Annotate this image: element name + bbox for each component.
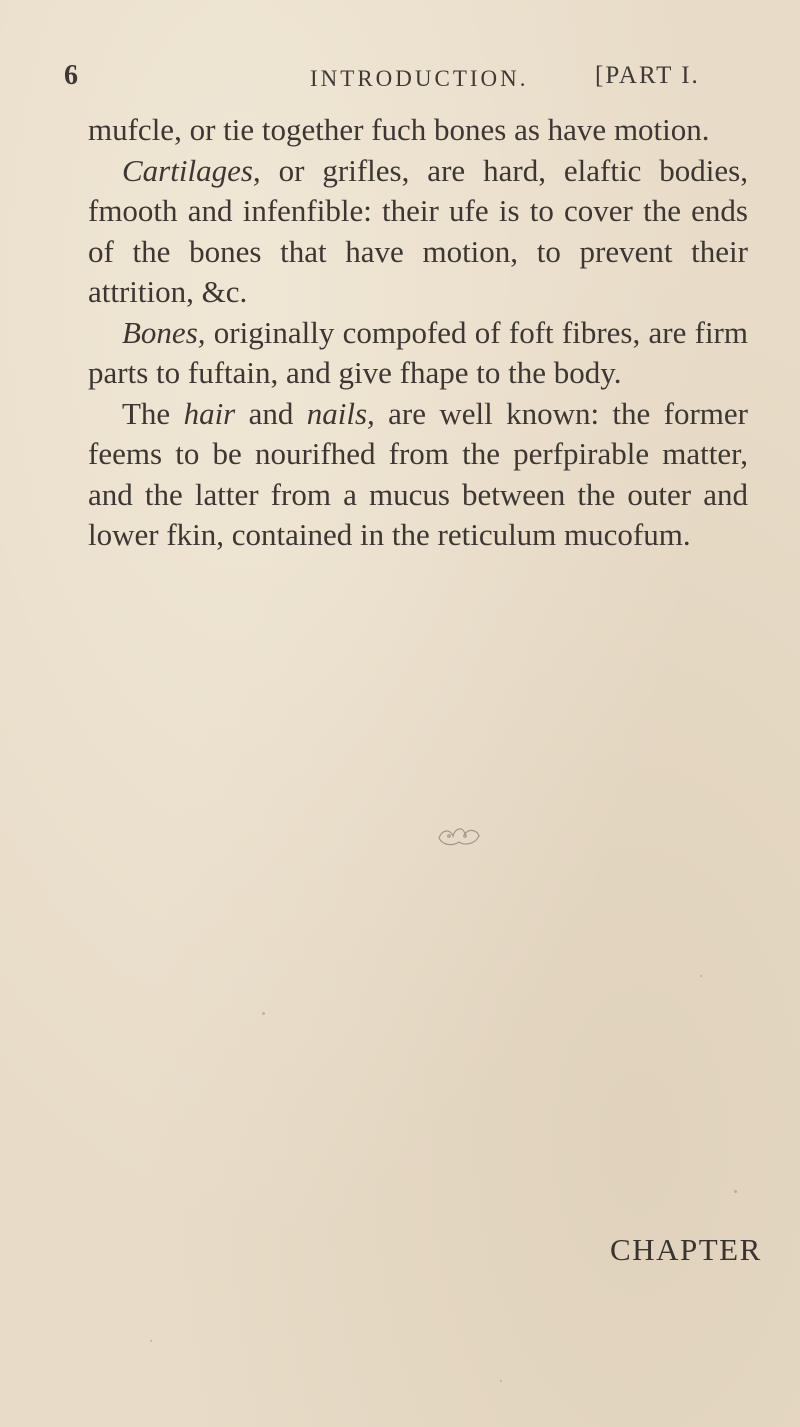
paragraph-mid: and (235, 395, 307, 431)
paragraph-text: or grifles, are hard, elaftic bodies, fmooth and infenfible: their ufe is to cover the ends of the bones that have motion, to prevent their attrition, &c. (88, 152, 748, 309)
paragraph-muscle (88, 110, 748, 151)
paragraph-intro: The (122, 395, 184, 431)
catchword: CHAPTER (610, 1232, 762, 1267)
term-bones: Bones, (122, 314, 206, 350)
paragraph-text: are well known: the former feems to be nourifhed from the perfpirable matter, and the latter from a mucus between the outer and lower fkin, contained in the reticulum mucofum. (88, 395, 748, 552)
term-cartilages: Cartilages, (122, 152, 261, 188)
running-head: INTRODUCTION. (310, 66, 529, 91)
page-header (60, 56, 760, 96)
paragraph-text: mufcle, or tie together fuch bones as have motion. (88, 112, 710, 147)
paragraph-cartilages (88, 151, 748, 313)
term-nails: nails, (306, 395, 375, 431)
paragraph-text: originally compofed of foft fibres, are firm parts to fuftain, and give fhape to the body. (88, 314, 748, 390)
body-text (88, 110, 748, 556)
ink-smudge-ornament (435, 824, 483, 848)
paragraph-hair-nails (88, 394, 748, 556)
page-number: 6 (64, 60, 78, 91)
part-marker: [PART I. (595, 62, 700, 89)
paragraph-bones (88, 313, 748, 394)
term-hair: hair (183, 395, 236, 431)
